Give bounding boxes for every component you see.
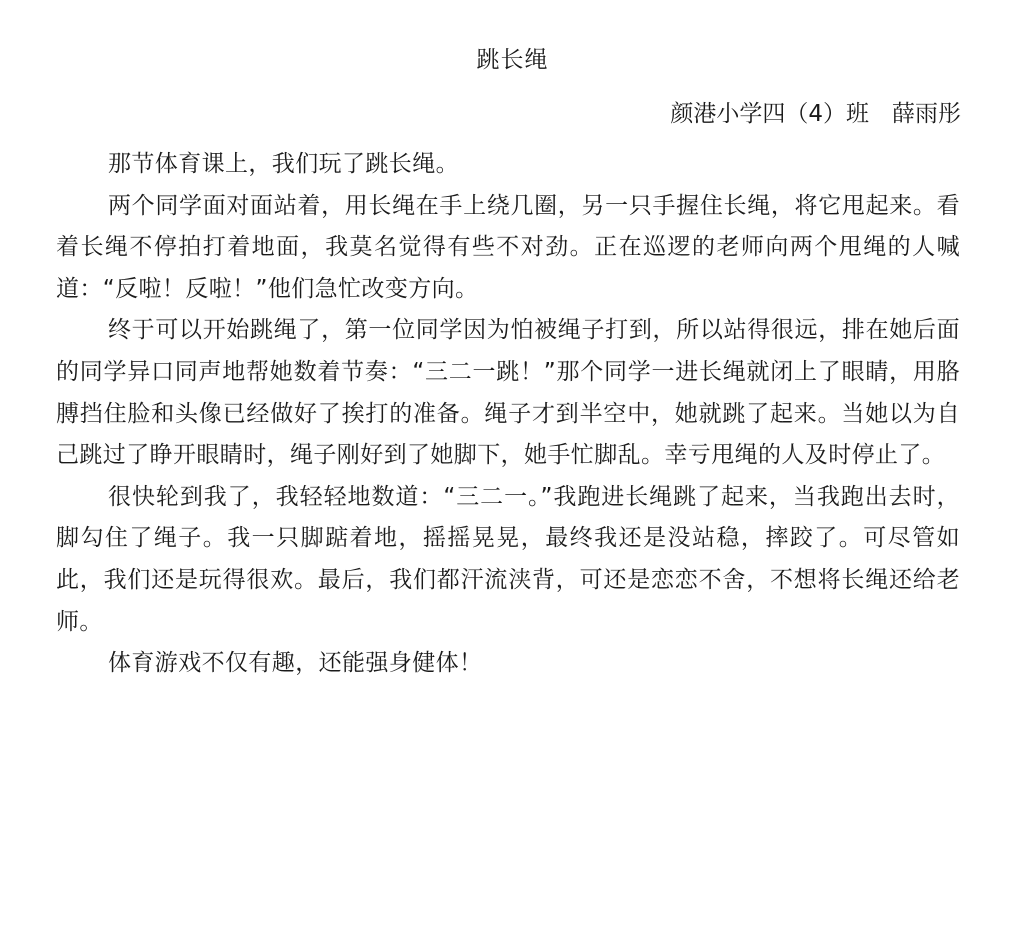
paragraph-1: 那节体育课上，我们玩了跳长绳。 <box>108 151 459 177</box>
paragraph-2: 两个同学面对面站着，用长绳在手上绕几圈，另一只手握住长绳，将它甩起来。看着长绳不停拍打着地面，我莫名觉得有些不对劲。正在巡逻的老师向两个甩绳的人喊道：“反啦！反啦！”他们急忙改变方向。 <box>56 192 960 302</box>
paragraph-3: 终于可以开始跳绳了，第一位同学因为怕被绳子打到，所以站得很远，排在她后面的同学异口同声地帮她数着节奏：“三二一跳！”那个同学一进长绳就闭上了眼睛，用胳膊挡住脸和头像已经做好了挨打的准备。绳子才到半空中，她就跳了起来。当她以为自己跳过了睁开眼睛时，绳子刚好到了她脚下，她手忙脚乱。幸亏甩绳的人及时停止了。 <box>56 317 960 469</box>
paragraph-5: 体育游戏不仅有趣，还能强身健体！ <box>108 650 483 677</box>
paragraph-4: 很快轮到我了，我轻轻地数道：“三二一。”我跑进长绳跳了起来，当我跑出去时，脚勾住了绳子。我一只脚踮着地，摇摇晃晃，最终我还是没站稳，摔跤了。可尽管如此，我们还是玩得很欢。最后，我们都汗流浃背，可还是恋恋不舍，不想将长绳还给老师。 <box>56 483 960 635</box>
document-title: 跳长绳 <box>476 47 549 73</box>
essay-body <box>56 144 960 685</box>
author-byline: 颜港小学四（4）班 薛雨彤 <box>670 101 961 127</box>
